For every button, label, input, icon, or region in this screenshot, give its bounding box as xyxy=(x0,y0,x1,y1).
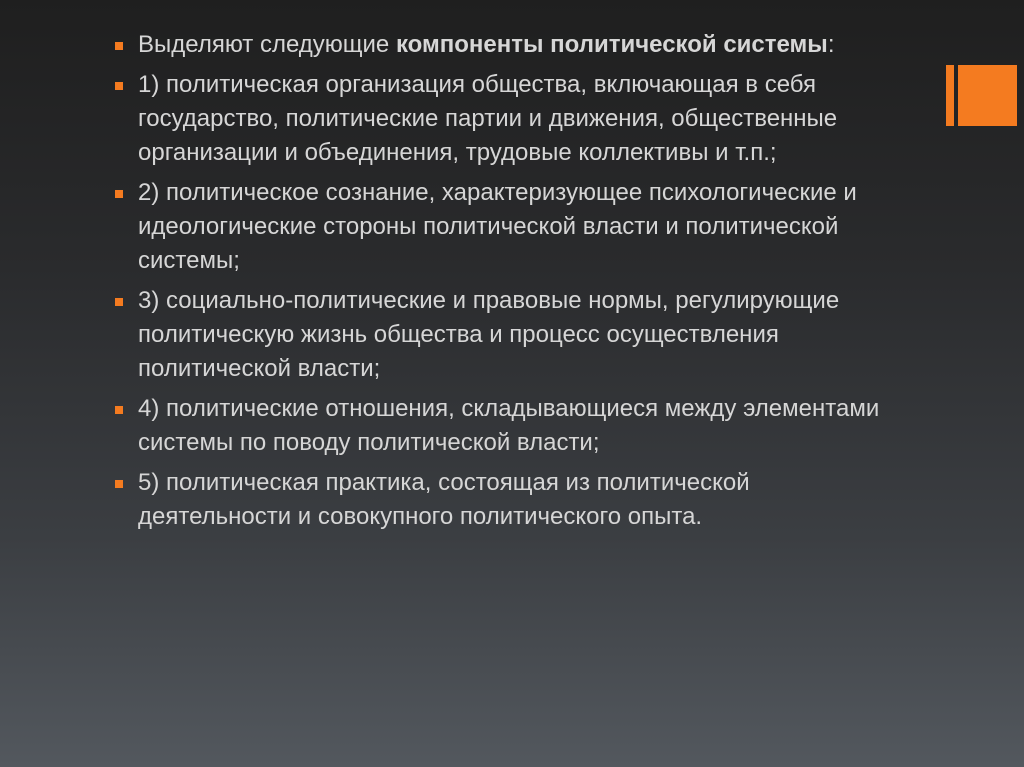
bullet-item-2 xyxy=(112,176,902,278)
bullet-intro-bold: компоненты политической системы xyxy=(395,31,828,58)
accent-bars xyxy=(946,65,1017,126)
bullet-text: 2) политическое сознание, характеризующее психологические и идеологические стороны политической власти и политической системы; xyxy=(138,179,857,274)
bullet-intro-tail: : xyxy=(827,31,835,58)
bullet-marker-icon xyxy=(115,480,123,488)
slide-content xyxy=(112,28,902,540)
bullet-item-1 xyxy=(112,68,902,170)
bullet-marker-icon xyxy=(115,190,123,198)
bullet-marker-icon xyxy=(115,82,123,90)
bullet-item-5 xyxy=(112,466,902,534)
bullet-list xyxy=(112,28,902,534)
bullet-item-3 xyxy=(112,284,902,386)
bullet-text: 3) социально-политические и правовые нормы, регулирующие политическую жизнь общества и процесс осуществления политической власти; xyxy=(138,287,840,382)
accent-bar-thin xyxy=(946,65,954,126)
bullet-text: 5) политическая практика, состоящая из политической деятельности и совокупного политического опыта. xyxy=(138,469,750,530)
bullet-marker-icon xyxy=(115,42,123,50)
bullet-marker-icon xyxy=(115,298,123,306)
bullet-marker-icon xyxy=(115,406,123,414)
bullet-intro xyxy=(112,28,902,62)
accent-bar-wide xyxy=(958,65,1017,126)
bullet-item-4 xyxy=(112,392,902,460)
bullet-text: 1) политическая организация общества, включающая в себя государство, политические партии и движения, общественные организации и объединения, трудовые коллективы и т.п.; xyxy=(138,71,838,166)
bullet-intro-lead: Выделяют следующие xyxy=(138,31,396,58)
bullet-text: 4) политические отношения, складывающиеся между элементами системы по поводу политической власти; xyxy=(138,395,880,456)
